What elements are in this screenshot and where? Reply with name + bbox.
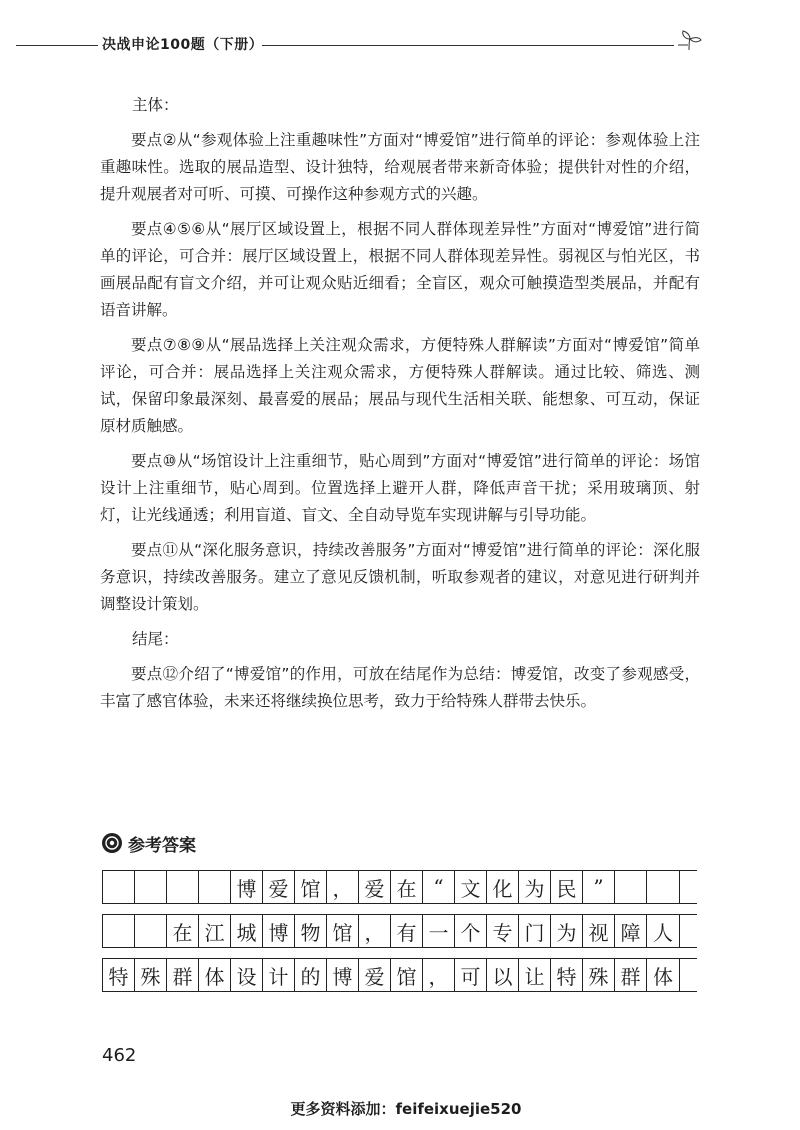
grid-cell: 障 (615, 915, 647, 947)
grid-cell: 为 (519, 871, 551, 903)
grid-cell: 专 (487, 915, 519, 947)
grid-cell: 有 (391, 915, 423, 947)
grid-cell (647, 871, 680, 903)
grid-cell: 让 (519, 959, 551, 991)
grid-cell: 馆 (327, 915, 359, 947)
grid-cell: 化 (487, 871, 519, 903)
answer-grid-row (102, 914, 697, 948)
grid-cell: 特 (551, 959, 583, 991)
grid-cell: 可 (455, 959, 487, 991)
grid-cell: 博 (263, 915, 295, 947)
paragraph-point-12: 要点⑫介绍了“博爱馆”的作用，可放在结尾作为总结：博爱馆，改变了参观感受，丰富了感官体验，未来还将继续换位思考，致力于给特殊人群带去快乐。 (100, 665, 700, 710)
grid-cell: 民 (551, 871, 583, 903)
grid-cell: 群 (167, 959, 199, 991)
grid-cell (167, 871, 199, 903)
grid-cell: 计 (263, 959, 295, 991)
grid-cell: 爱 (359, 959, 391, 991)
grid-cell: 体 (199, 959, 231, 991)
grid-cell: 体 (647, 959, 680, 991)
grid-cell: 博 (231, 871, 263, 903)
sprout-icon (674, 28, 704, 58)
answer-grid-row (102, 958, 697, 992)
grid-cell: ， (423, 959, 455, 991)
grid-cell: 特 (103, 959, 135, 991)
body-text (100, 92, 700, 723)
grid-cell: 的 (295, 959, 327, 991)
paragraph-point-10: 要点⑩从“场馆设计上注重细节，贴心周到”方面对“博爱馆”进行简单的评论：场馆设计上注重细节，贴心周到。位置选择上避开人群，降低声音干扰；采用玻璃顶、射灯，让光线通透；利用盲道、盲文、全自动导览车实现讲解与引导功能。 (100, 452, 700, 524)
grid-cell: 文 (455, 871, 487, 903)
grid-cell: “ (423, 871, 455, 903)
grid-cell: 视 (583, 915, 615, 947)
grid-cell: 以 (487, 959, 519, 991)
grid-cell: 城 (231, 915, 263, 947)
grid-cell: 爱 (359, 871, 391, 903)
answer-grid-row (102, 870, 697, 904)
grid-cell: 设 (231, 959, 263, 991)
header-rule-right (262, 45, 674, 46)
section-label-main: 主体： (132, 96, 179, 114)
grid-cell (135, 871, 167, 903)
grid-cell (135, 915, 167, 947)
paragraph-point-7-8-9: 要点⑦⑧⑨从“展品选择上关注观众需求，方便特殊人群解读”方面对“博爱馆”简单评论，可合并：展品选择上关注观众需求，方便特殊人群解读。通过比较、筛选、测试，保留印象最深刻、最喜爱的展品；展品与现代生活相关联、能想象、可互动，保证原材质触感。 (100, 336, 700, 435)
answer-heading-label: 参考答案 (128, 835, 196, 856)
answer-heading (102, 830, 196, 856)
section-label-ending: 结尾： (132, 630, 179, 648)
grid-cell (103, 871, 135, 903)
grid-cell: 在 (167, 915, 199, 947)
grid-cell: 殊 (583, 959, 615, 991)
grid-cell: ， (359, 915, 391, 947)
grid-cell (199, 871, 231, 903)
paragraph-point-4-5-6: 要点④⑤⑥从“展厅区域设置上，根据不同人群体现差异性”方面对“博爱馆”进行简单的评论，可合并：展厅区域设置上，根据不同人群体现差异性。弱视区与怕光区，书画展品配有盲文介绍，并可让观众贴近细看；全盲区，观众可触摸造型类展品，并配有语音讲解。 (100, 220, 700, 319)
grid-cell: 殊 (135, 959, 167, 991)
header-rule-left (16, 45, 98, 46)
grid-cell: 江 (199, 915, 231, 947)
grid-cell: 个 (455, 915, 487, 947)
header-title: 决战申论100题（下册） (102, 37, 264, 53)
grid-cell: 博 (327, 959, 359, 991)
grid-cell: 馆 (295, 871, 327, 903)
footer-note: 更多资料添加：feifeixuejie520 (290, 1100, 522, 1118)
page-number: 462 (102, 1045, 137, 1066)
paragraph-point-2: 要点②从“参观体验上注重趣味性”方面对“博爱馆”进行简单的评论：参观体验上注重趣味性。选取的展品造型、设计独特，给观展者带来新奇体验；提供针对性的介绍，提升观展者对可听、可摸、可操作这种参观方式的兴趣。 (100, 131, 700, 203)
grid-cell: 一 (423, 915, 455, 947)
grid-cell: 群 (615, 959, 647, 991)
paragraph-point-11: 要点⑪从“深化服务意识，持续改善服务”方面对“博爱馆”进行简单的评论：深化服务意识，持续改善服务。建立了意见反馈机制，听取参观者的建议，对意见进行研判并调整设计策划。 (100, 541, 700, 613)
grid-cell: ” (583, 871, 615, 903)
grid-cell: ， (327, 871, 359, 903)
grid-cell (615, 871, 647, 903)
grid-cell: 在 (391, 871, 423, 903)
running-header (0, 28, 800, 64)
grid-cell (103, 915, 135, 947)
grid-cell: 为 (551, 915, 583, 947)
grid-cell: 物 (295, 915, 327, 947)
grid-cell: 爱 (263, 871, 295, 903)
grid-cell: 馆 (391, 959, 423, 991)
badge-icon (102, 833, 122, 853)
grid-cell: 门 (519, 915, 551, 947)
grid-cell: 人 (647, 915, 680, 947)
